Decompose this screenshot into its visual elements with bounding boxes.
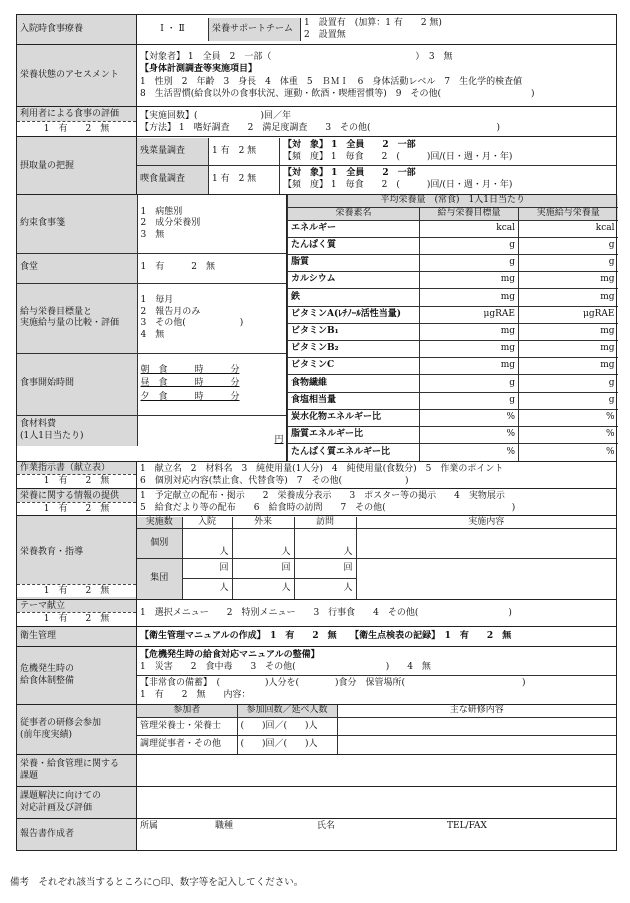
label-issues-1: 栄養・給食管理に関する [20, 758, 120, 769]
intake-yn[interactable]: 1 有 2 無 [209, 166, 280, 194]
label-education: 栄養教育・指導 [20, 547, 84, 558]
nutrient-name: たんぱく質 [288, 237, 420, 254]
edu-h0: 実施数 [137, 517, 182, 529]
nutrition-row [288, 409, 618, 426]
nutrient-name: 食物繊維 [288, 375, 420, 392]
hygiene-options[interactable]: 【衛生管理マニュアルの作成】 1 有 2 無 【衛生点検表の記録】 1 有 2 無 [137, 626, 617, 646]
nutrient-actual-unit[interactable]: μgRAE [519, 306, 618, 323]
label-compare-2: 実施給与量の比較・評価 [20, 318, 120, 329]
label-meal-eval: 利用者による食事の評価 [17, 107, 136, 121]
nutrition-row [288, 375, 618, 392]
nutrient-target-unit[interactable]: % [420, 426, 519, 443]
nutrient-target-unit[interactable]: % [420, 444, 519, 461]
plan-field[interactable] [137, 786, 617, 818]
emergency-food[interactable]: 【非常食の備蓄】 ( )人分を( )食分 保管場所( ) [140, 677, 526, 688]
nutrient-target-unit[interactable]: g [420, 392, 519, 409]
train-h2: 参加回数／延べ人数 [237, 705, 337, 718]
nutrient-actual-unit[interactable]: kcal [519, 220, 618, 237]
time-breakfast[interactable]: 朝 食 時 分 [140, 364, 240, 375]
edu-h3: 訪問 [294, 517, 356, 529]
nutrient-target-unit[interactable]: g [420, 237, 519, 254]
label-work-order: 作業指示書（献立表） [17, 462, 136, 474]
crisis-manual-opts[interactable]: 1 災害 2 食中毒 3 その他( ) 4 無 [140, 662, 431, 673]
leftover-target[interactable]: 【対 象】 1 全員 2 一部 [283, 139, 416, 150]
edu-h4: 実施内容 [356, 517, 616, 529]
nutrient-name: ビタミンC [288, 358, 420, 375]
theme-menu-yn[interactable]: 1 有 2 無 [17, 612, 136, 625]
edu-ind-content[interactable] [356, 529, 616, 559]
nutrient-target-unit[interactable]: μgRAE [420, 306, 519, 323]
edu-grp-out-nin[interactable]: 人 [232, 579, 294, 599]
label-training-2: (前年度実績) [20, 730, 73, 741]
nutrient-name: ビタミンB₂ [288, 340, 420, 357]
train-p2-content[interactable] [337, 736, 616, 754]
edu-ind-visit[interactable]: 人 [294, 529, 356, 559]
diet-o2[interactable]: 2 成分栄養別 [140, 218, 201, 229]
diet-o1[interactable]: 1 病態別 [140, 206, 183, 217]
compare-o4[interactable]: 4 無 [140, 329, 165, 340]
food-cost-yen[interactable]: 円 [274, 434, 284, 445]
label-assessment: 栄養状態のアセスメント [17, 45, 137, 107]
nutrient-target-unit[interactable]: mg [420, 358, 519, 375]
nutrient-target-unit[interactable]: kcal [420, 220, 519, 237]
time-dinner[interactable]: 夕 食 時 分 [140, 392, 240, 403]
crisis-manual-head: 【危機発生時の給食対応マニュアルの整備】 [140, 650, 320, 661]
nutrition-row [288, 237, 618, 254]
train-p2: 調理従事者・その他 [137, 736, 237, 754]
nutrient-actual-unit[interactable]: g [519, 375, 618, 392]
nutrient-target-unit[interactable]: g [420, 375, 519, 392]
nutrient-actual-unit[interactable]: % [519, 409, 618, 426]
compare-o1[interactable]: 1 毎月 [140, 294, 174, 305]
nutrient-actual-unit[interactable]: % [519, 444, 618, 461]
meal-type-value[interactable]: Ⅰ ・ Ⅱ [137, 18, 209, 41]
nutrition-col-target: 給与栄養目標量 [420, 207, 519, 220]
work-order-yn[interactable]: 1 有 2 無 [17, 474, 136, 487]
nutrition-col-name: 栄養素名 [288, 207, 420, 220]
compare-o3[interactable]: 3 その他( ) [140, 318, 244, 329]
edu-ind-out[interactable]: 人 [232, 529, 294, 559]
leftover-freq[interactable]: 【頻 度】 1 毎食 2 ( )回/(日・週・月・年) [283, 151, 513, 162]
train-h1: 参加者 [137, 705, 237, 718]
edu-h1: 入院 [182, 517, 232, 529]
nutrient-actual-unit[interactable]: g [519, 237, 618, 254]
train-h3: 主な研修内容 [337, 705, 616, 718]
education-yn[interactable]: 1 有 2 無 [17, 584, 136, 597]
leftover-label: 残菜量調査 [137, 138, 209, 166]
meal-eval-count[interactable]: 【実施回数】( )回／年 [140, 110, 292, 121]
edu-grp-out-kai[interactable]: 回 [232, 559, 294, 579]
info-yn[interactable]: 1 有 2 無 [17, 502, 136, 515]
label-issues-2: 課題 [20, 771, 39, 782]
nutrition-row [288, 444, 618, 461]
label-hygiene: 衛生管理 [17, 626, 137, 646]
nst-opt2[interactable]: 2 設置無 [304, 29, 346, 40]
nutrient-target-unit[interactable]: mg [420, 323, 519, 340]
nutrient-actual-unit[interactable]: % [519, 426, 618, 443]
footnote: 備考 それぞれ該当するところに○印、数字等を記入してください。 [10, 877, 304, 888]
assess-target[interactable]: 【対象者】 1 全員 2 一部（ ） 3 無 [140, 52, 453, 63]
meal-eval-method[interactable]: 【方法】 1 嗜好調査 2 満足度調査 3 その他( ) [140, 122, 501, 133]
nutrient-name: 鉄 [288, 289, 420, 306]
report-form [16, 14, 616, 851]
label-training-1: 従事者の研修会参加 [20, 717, 102, 728]
diet-o3[interactable]: 3 無 [140, 229, 165, 240]
nutrition-table [287, 195, 618, 461]
nutrient-name: ビタミンB₁ [288, 323, 420, 340]
nutrient-name: 脂質 [288, 255, 420, 272]
label-plan-2: 対応計画及び評価 [20, 803, 93, 814]
train-p1: 管理栄養士・栄養士 [137, 718, 237, 736]
nst-label: 栄養サポートチーム [209, 18, 301, 41]
nutrient-name: カルシウム [288, 272, 420, 289]
author-job[interactable]: 職種 [215, 820, 234, 831]
author-name[interactable]: 氏名 [317, 820, 336, 831]
edu-grp-in-kai[interactable]: 回 [182, 559, 232, 579]
nutrient-target-unit[interactable]: g [420, 255, 519, 272]
info-l2[interactable]: 5 給食だより等の配布 6 給食時の訪問 7 その他( ) [140, 503, 516, 514]
nutrition-row [288, 306, 618, 323]
nutrition-row [288, 272, 618, 289]
label-compare-1: 給与栄養目標量と [20, 306, 93, 317]
nutrient-name: 炭水化物エネルギー比 [288, 409, 420, 426]
nutrition-row [288, 426, 618, 443]
intake-target[interactable]: 【対 象】 1 全員 2 一部 [283, 168, 416, 179]
label-food-cost-2: (1人1日当たり) [20, 431, 84, 442]
label-meal-type: 入院時食事療養 [17, 15, 137, 45]
edu-h2: 外来 [232, 517, 294, 529]
assess-items-head: 【身体計測調査等実施項目】 [140, 64, 258, 75]
label-info: 栄養に関する情報の提供 [17, 490, 136, 502]
nutrient-target-unit[interactable]: mg [420, 340, 519, 357]
nutrition-row [288, 255, 618, 272]
label-crisis-1: 危機発生時の [20, 663, 75, 674]
nutrition-col-actual: 実施給与栄養量 [519, 207, 618, 220]
label-intake: 摂取量の把握 [17, 137, 137, 195]
nutrient-actual-unit[interactable]: mg [519, 323, 618, 340]
leftover-yn[interactable]: 1 有 2 無 [209, 138, 280, 166]
nutrient-name: エネルギー [288, 220, 420, 237]
label-diet-order: 約束食事箋 [17, 195, 137, 253]
label-dining: 食堂 [17, 253, 137, 283]
theme-menu-options[interactable]: 1 選択メニュー 2 特別メニュー 3 行事食 4 その他( ) [137, 600, 617, 626]
nutrition-row [288, 392, 618, 409]
nutrient-name: 脂質エネルギー比 [288, 426, 420, 443]
train-p1-count[interactable]: ( )回／( )人 [237, 718, 337, 736]
time-lunch[interactable]: 昼 食 時 分 [140, 378, 240, 389]
nutrient-name: ビタミンA(ﾚﾁﾉｰﾙ活性当量) [288, 306, 420, 323]
edu-grp-visit-kai[interactable]: 回 [294, 559, 356, 579]
label-theme-menu: テーマ献立 [17, 600, 136, 612]
intake-label: 喫食量調査 [137, 166, 209, 194]
assess-items-1[interactable]: 1 性別 2 年齢 3 身長 4 体重 5 ＢＭＩ 6 身体活動レベル 7 生化学的検査値 [140, 76, 523, 87]
label-plan-1: 課題解決に向けての [20, 790, 102, 801]
meal-eval-yn[interactable]: 1 有 2 無 [17, 121, 136, 136]
label-food-cost-1: 食材料費 [20, 419, 57, 430]
edu-grp-visit-nin[interactable]: 人 [294, 579, 356, 599]
edu-ind-in[interactable]: 人 [182, 529, 232, 559]
nutrient-actual-unit[interactable]: mg [519, 289, 618, 306]
edu-grp-content[interactable] [356, 559, 616, 599]
edu-individual: 個別 [137, 529, 182, 559]
issues-field[interactable] [137, 754, 617, 786]
compare-o2[interactable]: 2 報告月のみ [140, 306, 201, 317]
work-order-l2[interactable]: 6 個別対応内容(禁止食、代替食等) 7 その他( ) [140, 475, 409, 486]
info-l1[interactable]: 1 予定献立の配布・掲示 2 栄養成分表示 3 ポスター等の掲示 4 実物展示 [140, 491, 505, 502]
nutrition-row [288, 220, 618, 237]
nst-opt1[interactable]: 1 設置有 (加算：1 有 2 無) [304, 17, 442, 28]
edu-grp-in-nin[interactable]: 人 [182, 579, 232, 599]
nutrition-row [288, 340, 618, 357]
nutrition-head: 平均栄養量 (常食) 1人1日当たり [288, 195, 618, 207]
train-p2-count[interactable]: ( )回／( )人 [237, 736, 337, 754]
work-order-l1[interactable]: 1 献立名 2 材料名 3 純使用量(1人分) 4 純使用量(食数分) 5 作業のポイント [140, 463, 504, 474]
emergency-food-yn[interactable]: 1 有 2 無 内容： [140, 689, 251, 700]
assess-items-2[interactable]: 8 生活習慣(給食以外の食事状況、運動・飲酒・喫煙習慣等) 9 その他( ) [140, 88, 535, 99]
intake-freq[interactable]: 【頻 度】 1 毎食 2 ( )回/(日・週・月・年) [283, 180, 513, 191]
label-crisis-2: 給食体制整備 [20, 676, 75, 687]
nutrient-target-unit[interactable]: mg [420, 272, 519, 289]
nutrient-name: たんぱく質エネルギー比 [288, 444, 420, 461]
nutrient-actual-unit[interactable]: g [519, 392, 618, 409]
dining-yn[interactable]: 1 有 2 無 [137, 253, 287, 283]
nutrient-target-unit[interactable]: % [420, 409, 519, 426]
author-dept[interactable]: 所属 [140, 820, 159, 831]
nutrition-row [288, 289, 618, 306]
nutrient-actual-unit[interactable]: g [519, 255, 618, 272]
nutrient-name: 食塩相当量 [288, 392, 420, 409]
nutrient-actual-unit[interactable]: mg [519, 272, 618, 289]
nutrition-row [288, 323, 618, 340]
edu-group: 集団 [137, 559, 182, 599]
nutrient-target-unit[interactable]: mg [420, 289, 519, 306]
author-tel[interactable]: TEL/FAX [447, 820, 487, 831]
train-p1-content[interactable] [337, 718, 616, 736]
nutrition-row [288, 358, 618, 375]
label-author: 報告書作成者 [17, 818, 137, 850]
nutrient-actual-unit[interactable]: mg [519, 340, 618, 357]
nutrient-actual-unit[interactable]: mg [519, 358, 618, 375]
label-meal-time: 食事開始時間 [17, 353, 137, 415]
